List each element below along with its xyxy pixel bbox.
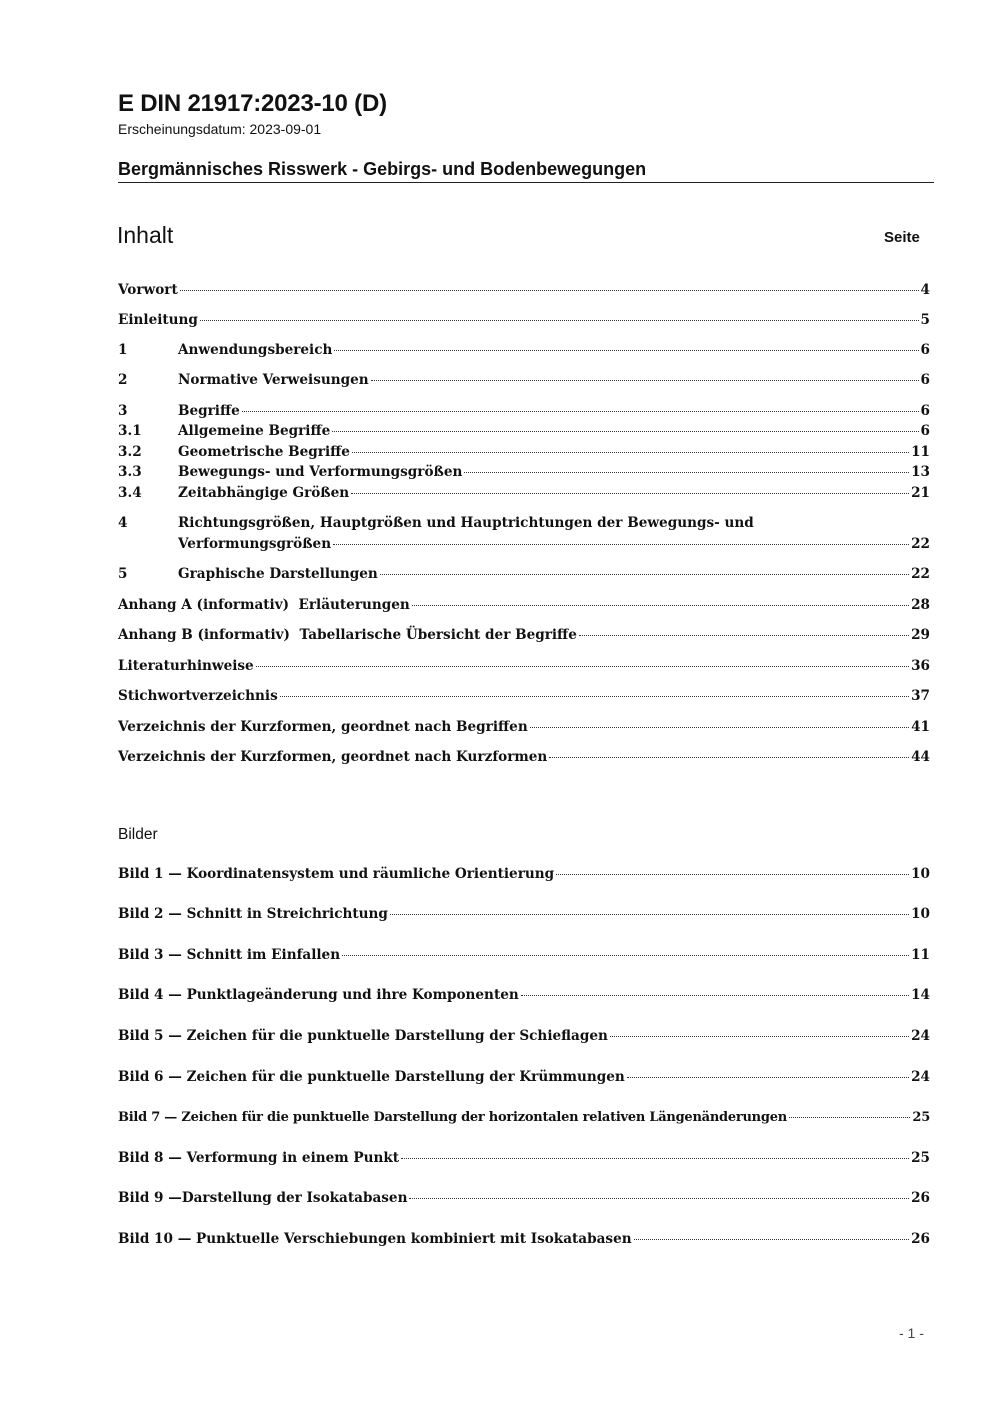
toc-entry-einleitung[interactable]	[118, 310, 930, 331]
figure-entry-page: 14	[911, 987, 930, 1003]
toc-heading: Inhalt	[117, 222, 174, 248]
toc-entry-label: Begriffe	[178, 403, 240, 419]
toc-entry-label: Anwendungsbereich	[178, 342, 333, 358]
leader-dots	[610, 1036, 909, 1037]
toc-entry-number: 3.4	[118, 485, 142, 501]
figure-entry-4[interactable]	[118, 985, 930, 1006]
publication-date: Erscheinungsdatum: 2023-09-01	[118, 121, 322, 137]
page-number: - 1 -	[899, 1325, 924, 1341]
toc-entry-label: Richtungsgrößen, Hauptgrößen und Hauptrichtungen der Bewegungs- und	[178, 515, 754, 531]
toc-entry-label: Stichwortverzeichnis	[118, 688, 278, 704]
figure-entry-5[interactable]	[118, 1026, 930, 1047]
document-title: Bergmännisches Risswerk - Gebirgs- und Bodenbewegungen	[118, 159, 647, 179]
title-divider	[118, 182, 934, 183]
leader-dots	[521, 995, 909, 996]
leader-dots	[464, 472, 909, 473]
leader-dots	[627, 1077, 909, 1078]
toc-entry-page: 36	[911, 658, 930, 674]
figure-entry-page: 25	[911, 1150, 930, 1166]
toc-entry-page: 11	[911, 444, 930, 460]
toc-entry-label-block	[178, 513, 930, 555]
toc-entry-label-cont: Verformungsgrößen	[178, 536, 332, 552]
leader-dots	[789, 1117, 910, 1118]
toc-entry-number: 1	[118, 342, 128, 358]
toc-entry-number: 3.1	[118, 423, 142, 439]
figures-heading: Bilder	[118, 826, 158, 843]
toc-entry-literatur[interactable]	[118, 656, 930, 677]
toc-entry-page: 41	[911, 719, 930, 735]
leader-dots	[334, 350, 918, 351]
leader-dots	[332, 431, 918, 432]
toc-entry-number: 4	[118, 515, 128, 531]
toc-entry-page: 37	[911, 688, 930, 704]
leader-dots	[409, 1198, 909, 1199]
leader-dots	[390, 914, 909, 915]
figure-entry-label: Bild 7 — Zeichen für die punktuelle Darstellung der horizontalen relativen Längenänderungen	[118, 1110, 787, 1125]
toc-entry-label-line2	[178, 534, 930, 555]
leader-dots	[530, 727, 909, 728]
toc-entry-5[interactable]	[118, 564, 930, 585]
toc-entry-label: Normative Verweisungen	[178, 372, 369, 388]
toc-entry-number: 5	[118, 566, 128, 582]
toc-entry-1[interactable]	[118, 340, 930, 361]
toc-entry-page: 6	[920, 372, 930, 388]
figure-entry-label: Bild 9 —Darstellung der Isokatabasen	[118, 1190, 408, 1206]
toc-entry-page: 4	[920, 282, 930, 298]
figure-entry-2[interactable]	[118, 904, 930, 925]
leader-dots	[371, 380, 919, 381]
toc-entry-page: 6	[920, 342, 930, 358]
page-column-label: Seite	[884, 229, 920, 246]
figure-entry-label: Bild 3 — Schnitt im Einfallen	[118, 947, 341, 963]
toc-entry-kurzformen-kurzformen[interactable]	[118, 747, 930, 768]
toc-entry-label: Geometrische Begriffe	[178, 444, 350, 460]
toc-entry-number: 3.2	[118, 444, 142, 460]
figure-entry-page: 11	[911, 947, 930, 963]
toc-entry-3-1[interactable]	[118, 421, 930, 442]
toc-entry-label: Einleitung	[118, 312, 198, 328]
figure-entry-7[interactable]	[118, 1107, 930, 1128]
leader-dots	[352, 452, 909, 453]
toc-entry-3[interactable]	[118, 401, 930, 422]
toc-entry-number: 3	[118, 403, 128, 419]
figure-entry-label: Bild 5 — Zeichen für die punktuelle Darstellung der Schieflagen	[118, 1028, 608, 1044]
toc-entry-page: 22	[911, 536, 930, 552]
leader-dots	[579, 635, 909, 636]
toc-entry-stichwort[interactable]	[118, 686, 930, 707]
toc-entry-page: 13	[911, 464, 930, 480]
leader-dots	[549, 757, 909, 758]
leader-dots	[401, 1158, 909, 1159]
toc-entry-3-3[interactable]	[118, 462, 930, 483]
toc-entry-anhang-b[interactable]	[118, 625, 930, 646]
leader-dots	[333, 544, 909, 545]
figure-entry-label: Bild 4 — Punktlageänderung und ihre Komponenten	[118, 987, 519, 1003]
figure-entry-page: 25	[912, 1110, 930, 1125]
figure-entry-label: Bild 8 — Verformung in einem Punkt	[118, 1150, 400, 1166]
toc-entry-3-2[interactable]	[118, 442, 930, 463]
figure-entry-label: Bild 10 — Punktuelle Verschiebungen kombiniert mit Isokatabasen	[118, 1231, 632, 1247]
toc-entry-kurzformen-begriffe[interactable]	[118, 717, 930, 738]
toc-entry-page: 5	[920, 312, 930, 328]
toc-entry-label: Bewegungs- und Verformungsgrößen	[178, 464, 463, 480]
toc-entry-label: Anhang B (informativ) Tabellarische Übersicht der Begriffe	[118, 627, 577, 643]
toc-entry-number: 3.3	[118, 464, 142, 480]
toc-entry-page: 22	[911, 566, 930, 582]
figure-entry-9[interactable]	[118, 1188, 930, 1209]
toc-entry-3-4[interactable]	[118, 483, 930, 504]
toc-entry-page: 6	[920, 403, 930, 419]
leader-dots	[351, 493, 909, 494]
toc-entry-4[interactable]	[118, 513, 930, 555]
leader-dots	[200, 320, 919, 321]
toc-entry-label: Literaturhinweise	[118, 658, 254, 674]
toc-entry-page: 28	[911, 597, 930, 613]
toc-entry-label: Verzeichnis der Kurzformen, geordnet nach Kurzformen	[118, 749, 548, 765]
leader-dots	[412, 605, 909, 606]
toc-entry-label: Verzeichnis der Kurzformen, geordnet nach Begriffen	[118, 719, 528, 735]
figure-entry-label: Bild 1 — Koordinatensystem und räumliche Orientierung	[118, 866, 555, 882]
toc-entry-page: 29	[911, 627, 930, 643]
toc-entry-vorwort[interactable]	[118, 280, 930, 301]
document-id: E DIN 21917:2023-10 (D)	[118, 90, 387, 117]
toc-entry-label: Allgemeine Begriffe	[178, 423, 331, 439]
toc-entry-label: Graphische Darstellungen	[178, 566, 378, 582]
toc-entry-anhang-a[interactable]	[118, 595, 930, 616]
leader-dots	[280, 696, 909, 697]
figure-entry-6[interactable]	[118, 1067, 930, 1088]
leader-dots	[634, 1239, 909, 1240]
toc-entry-2[interactable]	[118, 370, 930, 391]
toc-entry-label: Anhang A (informativ) Erläuterungen	[118, 597, 410, 613]
figure-entry-page: 10	[911, 866, 930, 882]
figure-entry-8[interactable]	[118, 1148, 930, 1169]
leader-dots	[256, 666, 909, 667]
figure-entry-page: 24	[911, 1028, 930, 1044]
figure-entry-label: Bild 2 — Schnitt in Streichrichtung	[118, 906, 388, 922]
leader-dots	[180, 290, 919, 291]
figure-entry-10[interactable]	[118, 1229, 930, 1250]
toc-entry-number: 2	[118, 372, 128, 388]
figure-entry-page: 10	[911, 906, 930, 922]
leader-dots	[556, 874, 909, 875]
figure-entry-page: 24	[911, 1069, 930, 1085]
toc-entry-page: 6	[920, 423, 930, 439]
figure-entry-page: 26	[911, 1231, 930, 1247]
toc-entry-page: 21	[911, 485, 930, 501]
figure-entry-label: Bild 6 — Zeichen für die punktuelle Darstellung der Krümmungen	[118, 1069, 625, 1085]
figure-entry-page: 26	[911, 1190, 930, 1206]
toc-entry-label: Zeitabhängige Größen	[178, 485, 350, 501]
figure-entry-3[interactable]	[118, 945, 930, 966]
leader-dots	[380, 574, 909, 575]
figure-entry-1[interactable]	[118, 864, 930, 885]
toc-entry-page: 44	[911, 749, 930, 765]
leader-dots	[342, 955, 909, 956]
leader-dots	[242, 411, 919, 412]
toc-entry-label: Vorwort	[118, 282, 178, 298]
